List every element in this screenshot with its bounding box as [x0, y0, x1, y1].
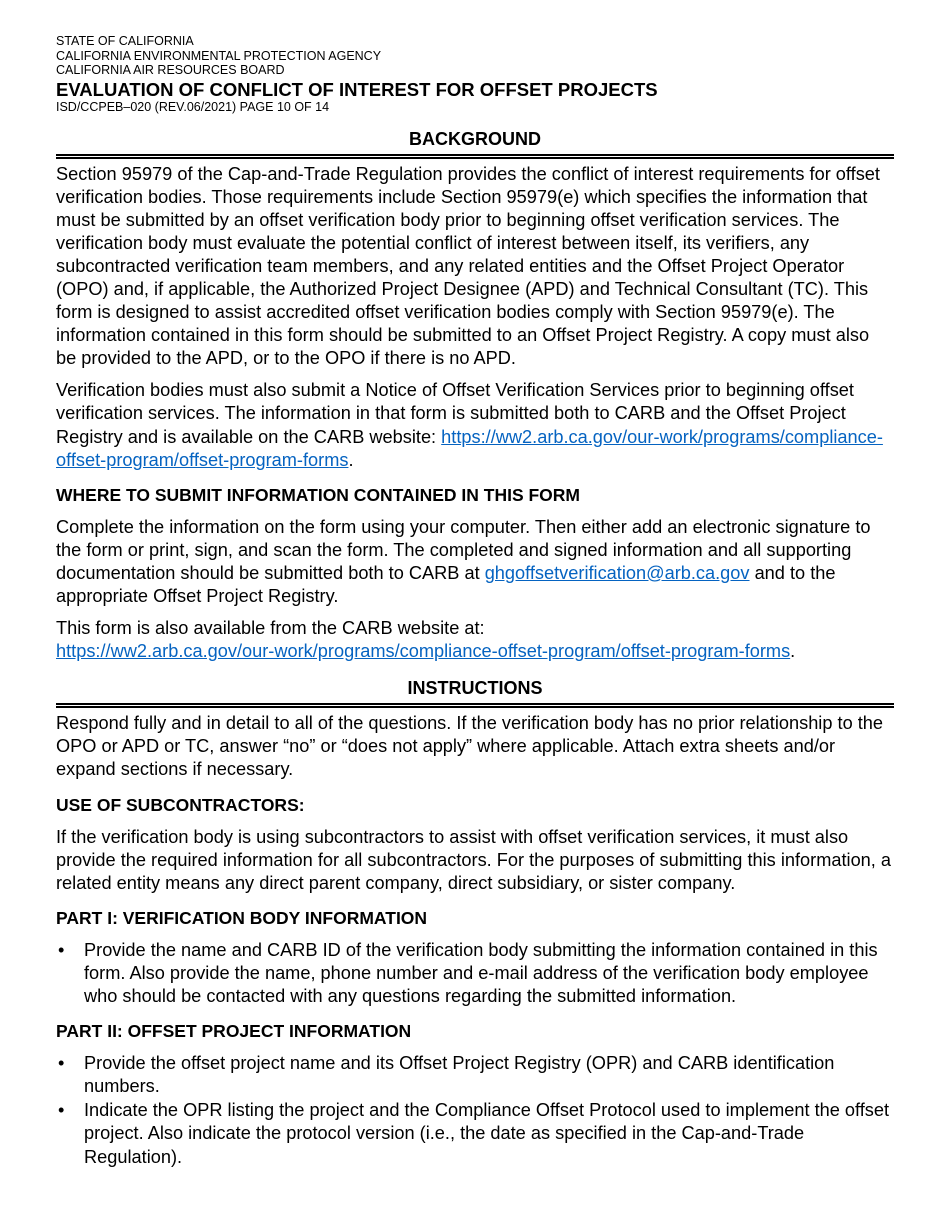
offset-forms-link[interactable]: https://ww2.arb.ca.gov/our-work/programs/compliance-offset-program/offset-program-forms [56, 426, 883, 470]
header-agency: CALIFORNIA ENVIRONMENTAL PROTECTION AGENCY [56, 48, 382, 63]
header-board: CALIFORNIA AIR RESOURCES BOARD [56, 63, 285, 77]
form-header [56, 34, 894, 115]
part1-heading: PART I: VERIFICATION BODY INFORMATION [56, 907, 428, 928]
part2-bullet-2-text: Indicate the OPR listing the project and the Compliance Offset Protocol used to implement the offset project. Also indicate the protocol version (i.e., the date as specified in the Cap-and-Trade Regulation). [84, 1100, 890, 1167]
where-to-submit-paragraph-1 [56, 516, 894, 608]
subcontractors-paragraph: If the verification body is using subcontractors to assist with offset verification services, it must also provide the required information for all subcontractors. For the purposes of submitting this information, a related entity means any direct parent company, direct subsidiary, or sister company. [56, 826, 892, 893]
where-to-submit-heading: WHERE TO SUBMIT INFORMATION CONTAINED IN THIS FORM [56, 484, 581, 505]
where-to-submit-paragraph-1-end: and to the appropriate Offset Project Registry. [56, 562, 836, 606]
part1-bullet-list [56, 939, 894, 1008]
where-to-submit-paragraph-2-text: This form is also available from the CARB website at: [56, 618, 485, 639]
bullet-icon: • [58, 939, 65, 960]
background-paragraph-1: Section 95979 of the Cap-and-Trade Regulation provides the conflict of interest requirements for offset verification bodies. Those requirements include Section 95979(e) which specifies the information that must be submitted by an offset verification body prior to beginning offset verification services. The verification body must evaluate the potential conflict of interest between itself, its verifiers, any subcontracted verification team members, and any related entities and the Offset Project Operator (OPO) and, if applicable, the Authorized Project Designee (APD) and Technical Consultant (TC). This form is designed to assist accredited offset verification bodies comply with Section 95979(e). The information contained in this form should be submitted to an Offset Project Registry. A copy must also be provided to the APD, or to the OPO if there is no APD. [56, 163, 880, 369]
form-title: EVALUATION OF CONFLICT OF INTEREST FOR OFFSET PROJECTS [56, 78, 658, 100]
where-to-submit-paragraph-2 [56, 617, 894, 663]
instructions-heading: INSTRUCTIONS [56, 677, 894, 708]
header-state: STATE OF CALIFORNIA [56, 34, 194, 48]
background-heading: BACKGROUND [56, 128, 894, 159]
form-id: ISD/CCPEB–020 (REV.06/2021) PAGE 10 OF 14 [56, 99, 330, 114]
background-paragraph-2-text: Verification bodies must also submit a Notice of Offset Verification Services prior to beginning offset verification services. The information in that form is submitted both to CARB and the Offset Project Registry and is available on the CARB website: [56, 380, 854, 447]
part2-bullet-1-text: Provide the offset project name and its Offset Project Registry (OPR) and CARB identification numbers. [84, 1053, 835, 1097]
where-to-submit-paragraph-2-end: . [790, 641, 796, 662]
bullet-icon: • [58, 1100, 65, 1121]
background-paragraph-2 [56, 379, 894, 471]
part2-heading: PART II: OFFSET PROJECT INFORMATION [56, 1021, 412, 1042]
subcontractors-heading: USE OF SUBCONTRACTORS: [56, 794, 305, 815]
bullet-icon: • [58, 1053, 65, 1074]
verification-email-link[interactable]: ghgoffsetverification@arb.ca.gov [484, 562, 750, 583]
carb-website-forms-link[interactable]: https://ww2.arb.ca.gov/our-work/programs/compliance-offset-program/offset-program-forms [56, 641, 791, 662]
list-item [56, 1099, 894, 1168]
part2-bullet-list [56, 1052, 894, 1168]
background-paragraph-2-end: . [348, 449, 354, 470]
instructions-paragraph: Respond fully and in detail to all of the questions. If the verification body has no prior relationship to the OPO or APD or TC, answer “no” or “does not apply” where applicable. Attach extra sheets and/or expand sections if necessary. [56, 713, 884, 780]
list-item [56, 939, 894, 1008]
where-to-submit-paragraph-1-text: Complete the information on the form using your computer. Then either add an electronic signature to the form or print, sign, and scan the form. The completed and signed information and all supporting documentation should be submitted both to CARB at [56, 516, 871, 583]
list-item [56, 1052, 894, 1098]
part1-bullet-1-text: Provide the name and CARB ID of the verification body submitting the information contained in this form. Also provide the name, phone number and e-mail address of the verification body employee who should be contacted with any questions regarding the submitted information. [84, 939, 878, 1007]
